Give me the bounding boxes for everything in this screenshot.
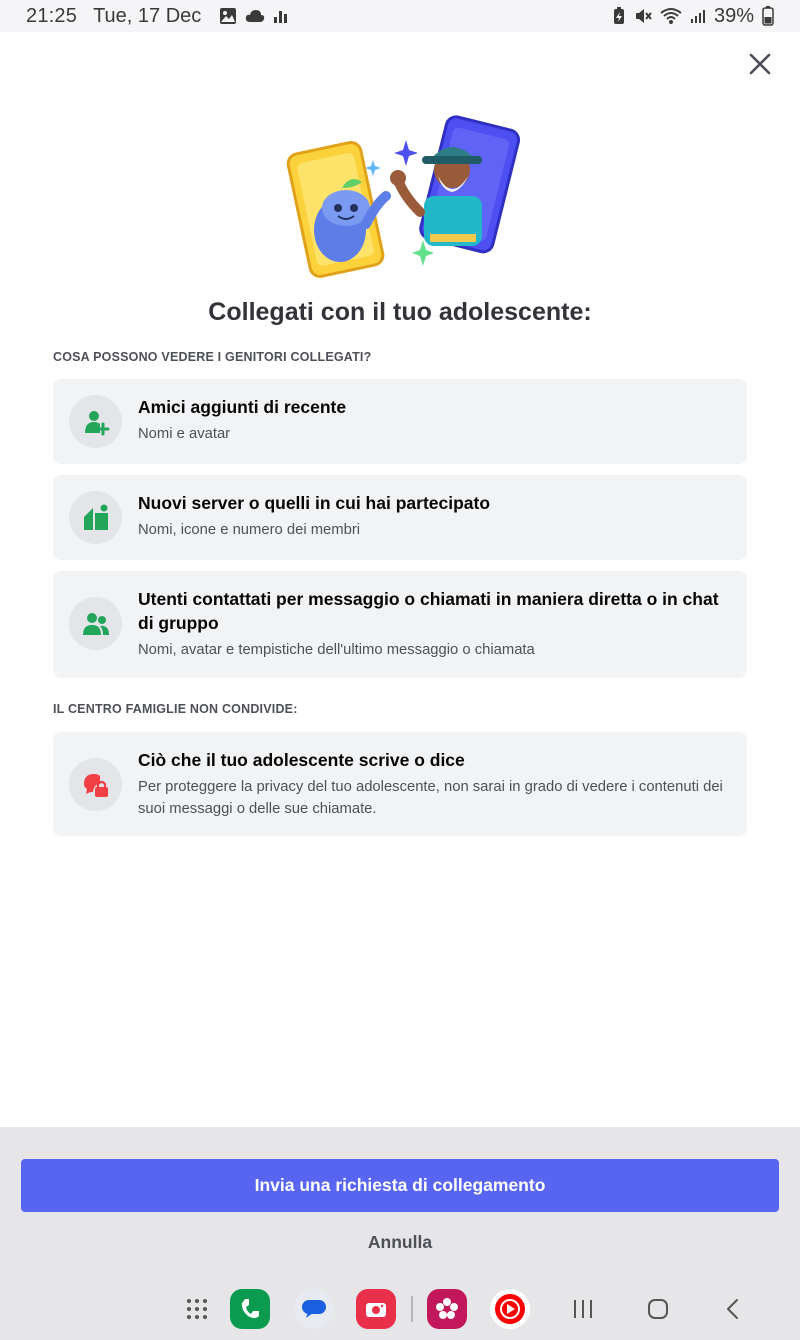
send-link-request-button[interactable]: Invia una richiesta di collegamento — [21, 1159, 779, 1212]
wifi-icon — [660, 7, 682, 25]
home-button[interactable] — [637, 1288, 679, 1330]
flower-app-icon[interactable] — [426, 1288, 468, 1330]
card-title: Utenti contattati per messaggio o chiamati in maniera diretta o in chat di gruppo — [138, 589, 719, 633]
status-bar — [0, 0, 800, 32]
section-visible-header: COSA POSSONO VEDERE I GENITORI COLLEGATI? — [53, 350, 372, 364]
cancel-button[interactable]: Annulla — [367, 1232, 433, 1252]
status-date: Tue, 17 Dec — [93, 4, 202, 27]
bar-chart-icon — [273, 8, 289, 24]
card-description: Nomi, avatar e tempistiche dell'ultimo messaggio o chiamata — [138, 642, 535, 658]
back-button[interactable] — [712, 1288, 754, 1330]
messages-app-icon[interactable] — [293, 1288, 335, 1330]
section-hidden-header: IL CENTRO FAMIGLIE NON CONDIVIDE: — [53, 702, 298, 716]
signal-icon — [690, 8, 706, 24]
close-icon — [748, 52, 772, 76]
card-description: Per proteggere la privacy del tuo adolescente, non sarai in grado di vedere i contenuti dei suoi messaggi o delle sue chiamate. — [138, 779, 723, 817]
info-card-servers — [53, 475, 747, 560]
server-icon — [69, 491, 122, 544]
navigation-bar — [0, 1280, 800, 1340]
card-description: Nomi, icone e numero dei membri — [138, 522, 361, 538]
card-description: Nomi e avatar — [138, 426, 231, 442]
close-button[interactable] — [744, 48, 776, 80]
nav-divider — [411, 1296, 413, 1322]
battery-percent: 39% — [713, 4, 754, 27]
private-chat-icon — [69, 758, 122, 811]
card-title: Amici aggiunti di recente — [138, 397, 347, 417]
phone-app-icon[interactable] — [229, 1288, 271, 1330]
apps-grid-icon[interactable] — [176, 1288, 218, 1330]
people-icon — [69, 597, 122, 650]
youtube-music-app-icon[interactable] — [489, 1288, 531, 1330]
mute-icon — [634, 7, 652, 25]
recents-button[interactable] — [562, 1288, 604, 1330]
info-card-recent-friends — [53, 379, 747, 464]
status-time: 21:25 — [26, 4, 78, 27]
cloud-icon — [245, 9, 265, 23]
card-title: Nuovi server o quelli in cui hai partecipato — [138, 493, 491, 513]
add-friend-icon — [69, 395, 122, 448]
modal-title: Collegati con il tuo adolescente: — [208, 298, 592, 326]
info-card-private-content — [53, 732, 747, 836]
battery-icon — [762, 6, 774, 26]
camera-app-icon[interactable] — [355, 1288, 397, 1330]
card-title: Ciò che il tuo adolescente scrive o dice — [138, 750, 465, 770]
battery-saver-icon — [612, 7, 626, 25]
info-card-contacted-users — [53, 571, 747, 678]
hero-illustration — [280, 112, 520, 282]
gallery-icon — [219, 7, 237, 25]
